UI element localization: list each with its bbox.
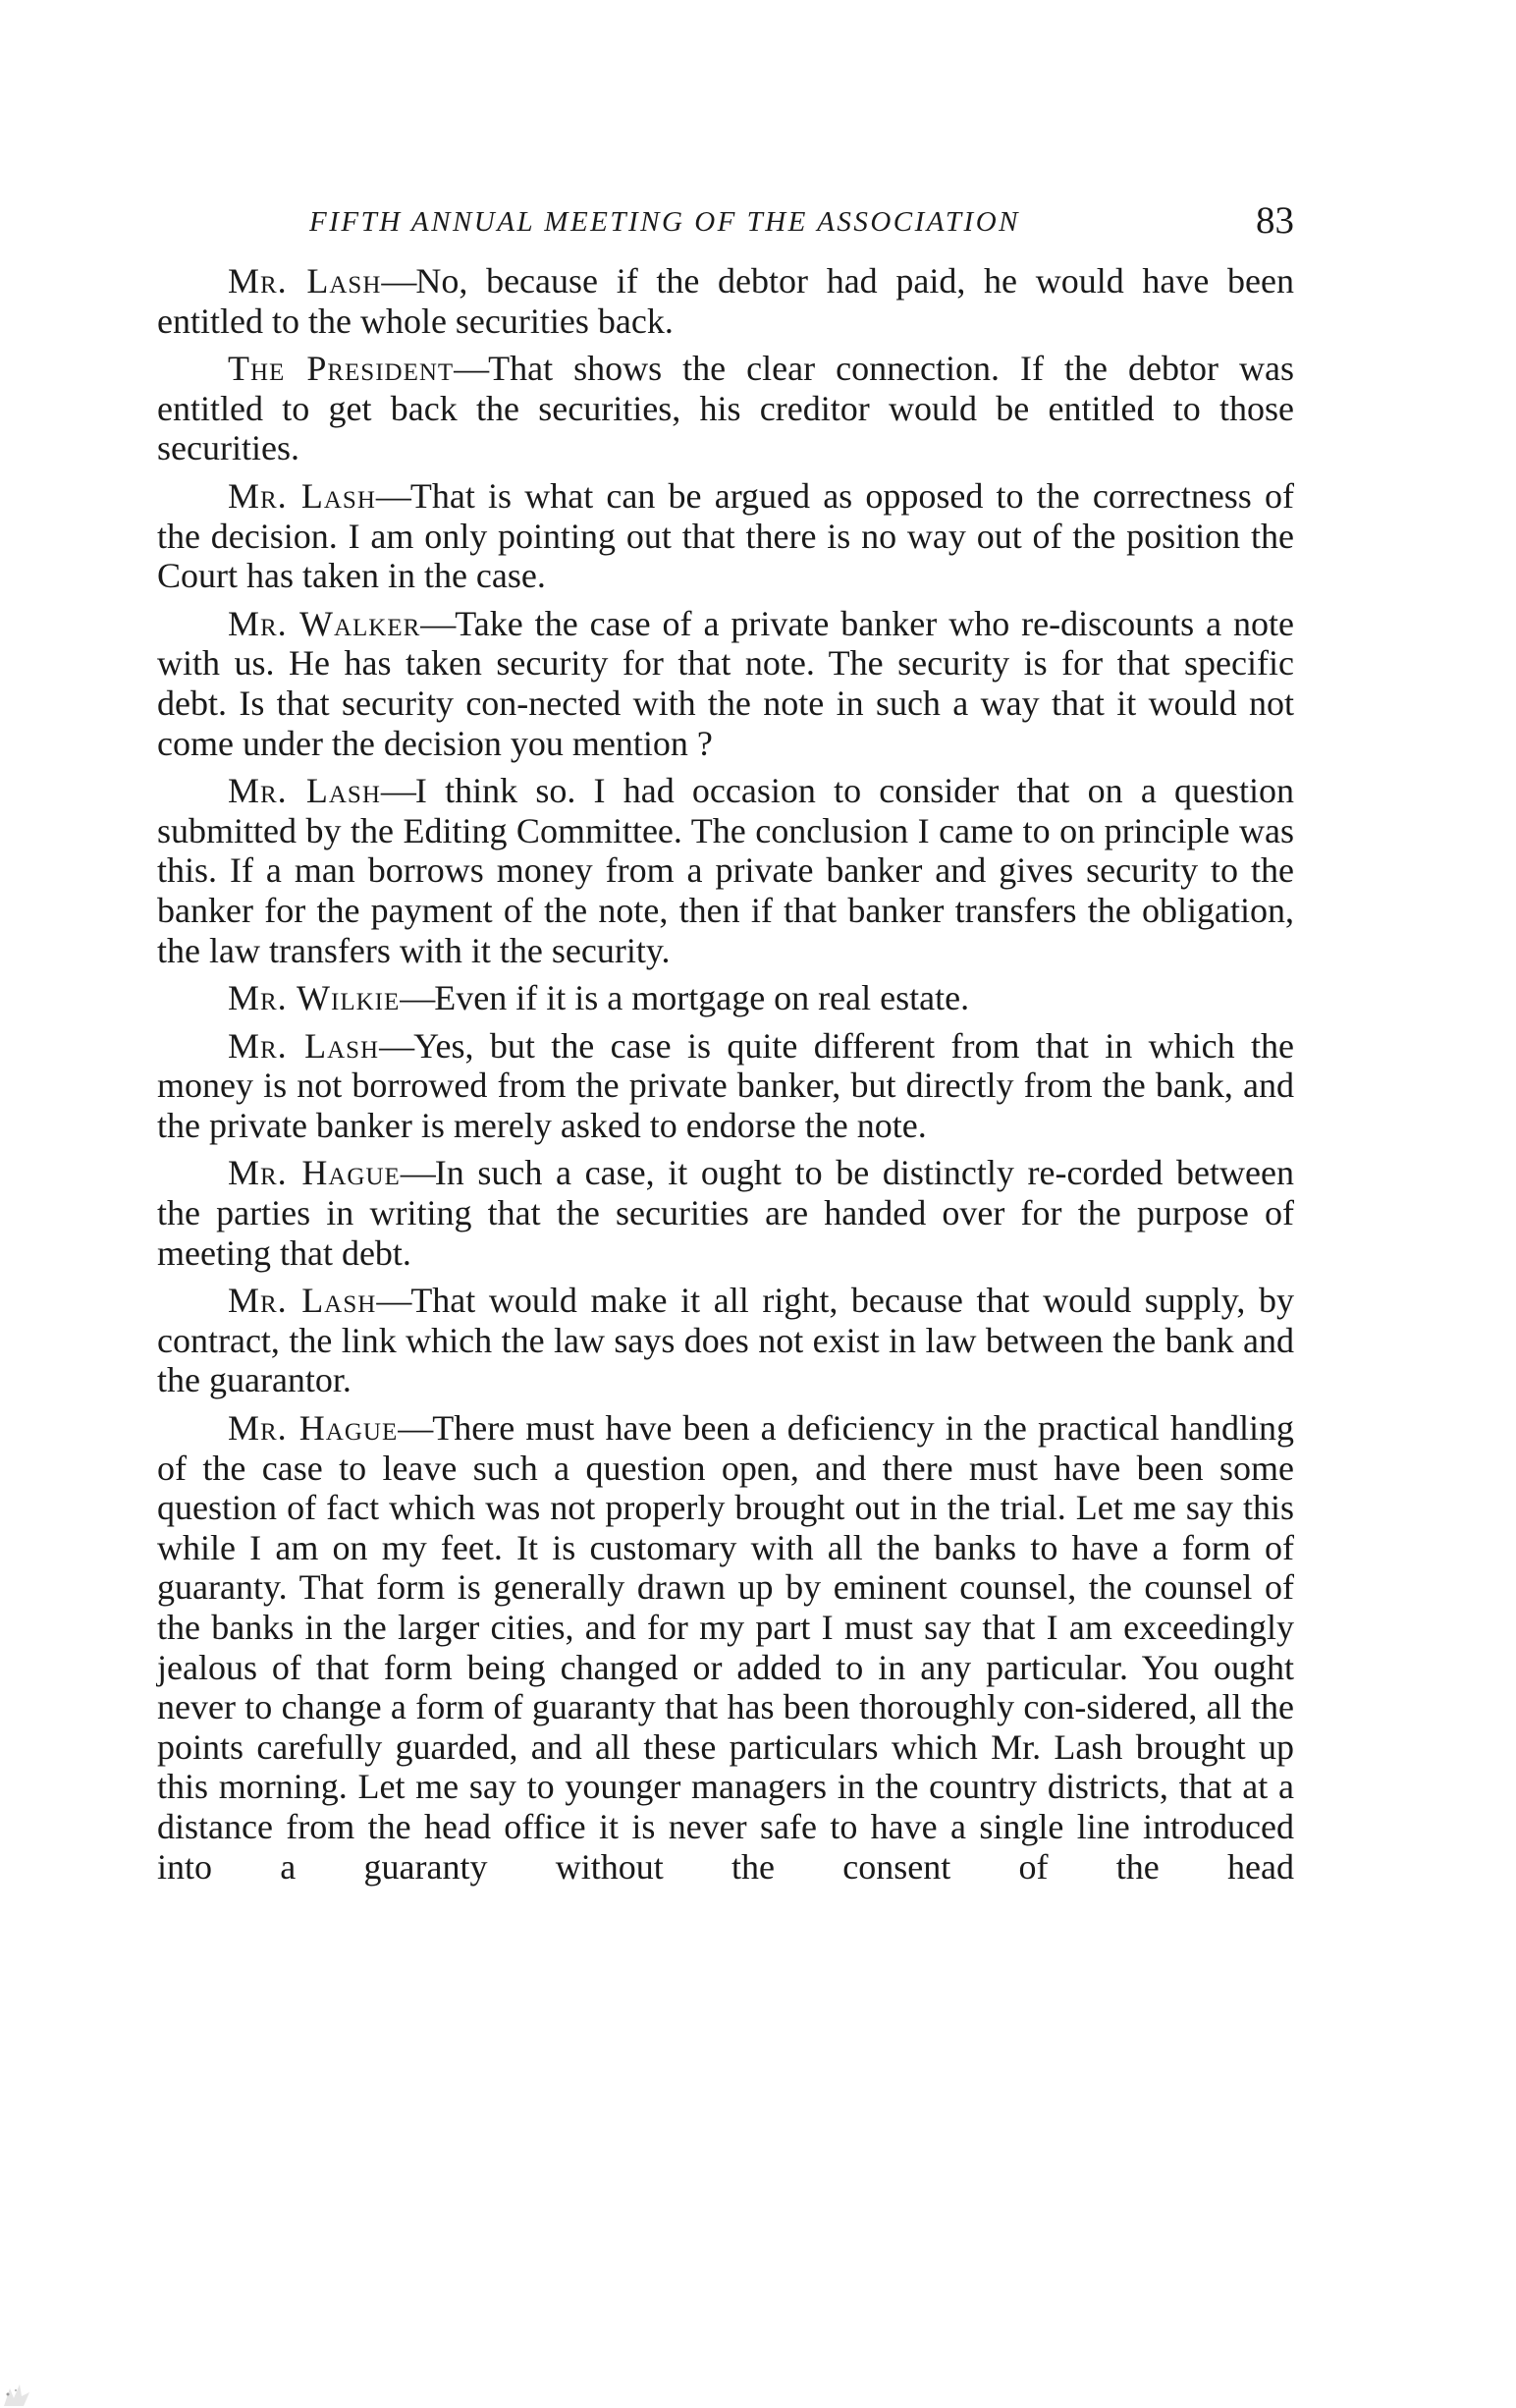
speaker-name: Mr. Lash — [228, 1025, 380, 1066]
book-page — [157, 196, 1294, 1894]
speech-text: There must have been a deficiency in the practical handling of the case to leave such a question open, and there must have been some question of fact which was not properly brought out in the trial. Let me say this while I am on my feet. It is customary with all the banks to have a form of guaranty. That form is generally drawn up by eminent counsel, the counsel of the banks in the larger cities, and for my part I must say that I am exceedingly jealous of that form being changed or added to in any particular. You ought never to change a form of guaranty that has been thoroughly con-sidered, all the points carefully guarded, and all these particulars which Mr. Lash brought up this morning. Let me say to younger managers in the country districts, that at a distance from the head office it is never safe to have a single line introduced into a guaranty without the consent of the head — [157, 1408, 1294, 1887]
speaker-name: Mr. Wilkie — [228, 978, 401, 1018]
speaker-name: Mr. Lash — [228, 1281, 377, 1321]
scan-artifact — [0, 2349, 39, 2408]
speaker-name: Mr. Lash — [228, 475, 376, 516]
speech-text: Yes, but the case is quite different from that in which the money is not borrowed from the private banker, but directly from the bank, and the private banker is merely asked to endorse the note. — [157, 1025, 1294, 1145]
paragraph-3 — [157, 476, 1294, 596]
speaker-dash: — — [375, 475, 410, 516]
paragraph-1 — [157, 261, 1294, 341]
speaker-dash: — — [398, 1408, 433, 1449]
paragraph-9 — [157, 1281, 1294, 1400]
speaker-dash: — — [380, 771, 415, 811]
speech-text: Take the case of a private banker who re-discounts a note with us. He has taken security for that note. The security is for that specific debt. Is that security con-nected with the note in such a way that it would not come under the decision you mention ? — [157, 603, 1294, 763]
speaker-name: Mr. Hague — [228, 1408, 399, 1449]
speaker-dash: — — [376, 1281, 411, 1321]
paragraph-5 — [157, 771, 1294, 970]
speech-text: That shows the clear connection. If the debtor was entitled to get back the securities, his creditor would be entitled to those securities. — [157, 349, 1294, 468]
speech-text: Even if it is a mortgage on real estate. — [434, 978, 970, 1018]
speaker-dash: — — [400, 1153, 435, 1193]
speaker-dash: — — [400, 978, 435, 1018]
body-text — [157, 261, 1294, 1887]
paragraph-8 — [157, 1153, 1294, 1273]
speaker-dash: — — [454, 349, 489, 389]
paragraph-4 — [157, 604, 1294, 763]
speech-text: That would make it all right, because that would supply, by contract, the link which the law says does not exist in law between the bank and the guarantor. — [157, 1281, 1294, 1400]
speaker-name: Mr. Hague — [228, 1153, 401, 1193]
paragraph-2 — [157, 349, 1294, 468]
page-number: 83 — [1256, 199, 1294, 242]
running-title: FIFTH ANNUAL MEETING OF THE ASSOCIATION — [309, 206, 1020, 238]
speaker-name: Mr. Walker — [228, 603, 421, 643]
speaker-name: Mr. Lash — [228, 771, 381, 811]
speaker-name: Mr. Lash — [228, 261, 382, 301]
speech-text: I think so. I had occasion to consider that on a question submitted by the Editing Committee. The conclusion I came to on principle was this. If a man borrows money from a private banker and gives security to the banker for the payment of the note, then if that banker transfers the obligation, the law transfers with it the security. — [157, 771, 1295, 970]
speech-text: That is what can be argued as opposed to the correctness of the decision. I am only pointing out that there is no way out of the position the Court has taken in the case. — [157, 475, 1294, 596]
paragraph-7 — [157, 1026, 1294, 1146]
speaker-name: The President — [228, 349, 455, 389]
paragraph-6 — [157, 978, 1294, 1018]
running-head — [157, 196, 1294, 255]
speech-text: In such a case, it ought to be distinctly re-corded between the parties in writing that the securities are handed over for the purpose of meeting that debt. — [157, 1153, 1294, 1273]
speaker-dash: — — [379, 1025, 414, 1066]
speaker-dash: — — [420, 603, 456, 643]
paragraph-10 — [157, 1408, 1294, 1887]
speaker-dash: — — [381, 261, 416, 301]
speech-text: No, because if the debtor had paid, he would have been entitled to the whole securities back. — [157, 261, 1295, 341]
